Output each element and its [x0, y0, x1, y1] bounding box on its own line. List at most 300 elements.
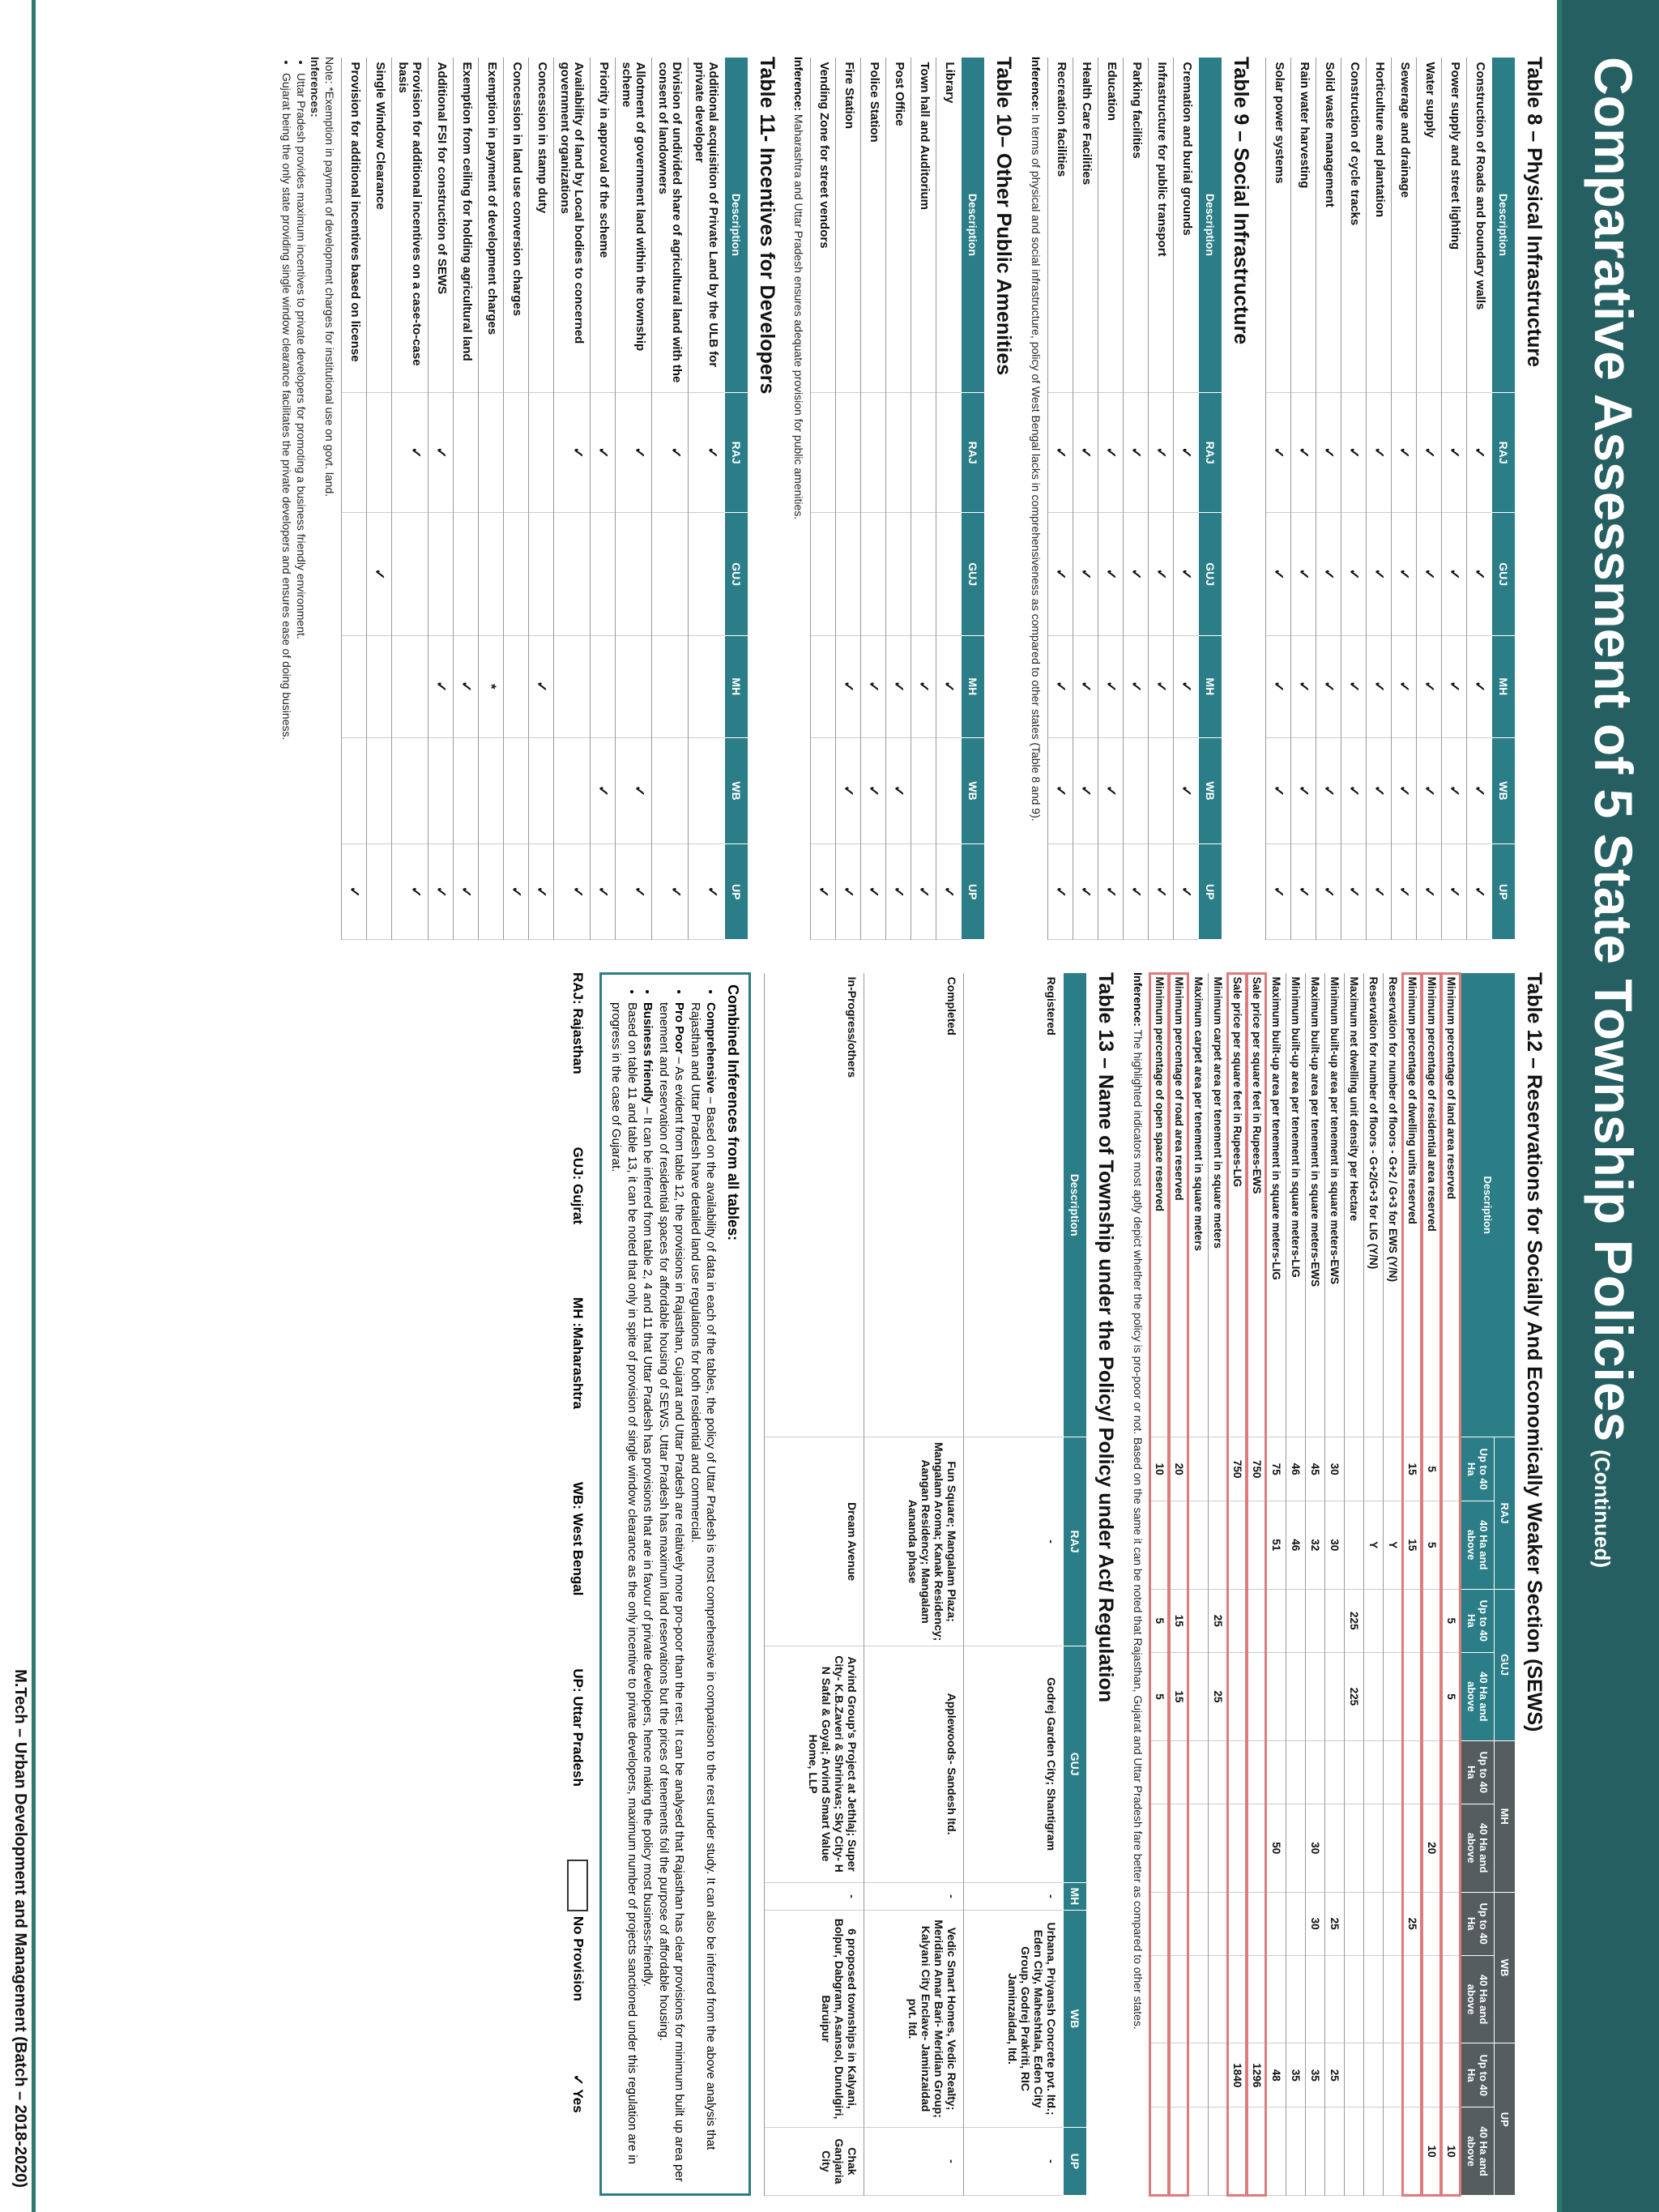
table10-title: Table 10– Other Public Amenities — [992, 57, 1016, 376]
table10-row — [861, 58, 886, 940]
table11-cell: ✓ — [591, 844, 616, 940]
table11-cell — [392, 737, 429, 844]
table12-cell — [1403, 1653, 1422, 1741]
table12-cell — [1306, 1740, 1325, 1804]
table11-cell — [479, 513, 504, 635]
combined-item-label: Business friendly — [641, 1002, 655, 1104]
table9-cell: ✓ — [1149, 513, 1174, 635]
table11-cell — [554, 513, 591, 635]
table12-cell — [1384, 1589, 1403, 1652]
table11-row-label: Single Window Clearance — [367, 58, 392, 393]
table12-cell — [1170, 1955, 1189, 2043]
table8-row-label: Water supply — [1417, 58, 1442, 393]
table13-header-row — [1064, 973, 1087, 2196]
table11-row — [529, 58, 554, 940]
table8-cell: ✓ — [1341, 635, 1367, 737]
table11-cell: ✓ — [529, 844, 554, 940]
table11-cell: ✓ — [529, 635, 554, 737]
table12-cell — [1189, 1740, 1209, 1804]
table12-cell — [1247, 1740, 1267, 1804]
table9-col-header: MH — [1199, 635, 1222, 737]
table11-cell: ✓ — [367, 513, 392, 635]
combined-item-text: Based on table 11 and table 13, it can be noted that only in spite of provision of single window clearance as the only incentive to private developers, maximum number of projects sanctioned under this regulation are in progress in the case of Gujarat. — [609, 1002, 639, 2164]
table10-row — [836, 58, 861, 940]
table13-col-header: UP — [1064, 2127, 1087, 2195]
table12-cell — [1228, 1740, 1247, 1804]
table12-cell: 25 — [1325, 2043, 1345, 2107]
table12-cell: 750 — [1228, 1437, 1247, 1501]
table11-cell: ✓ — [689, 844, 725, 940]
table13-cell: 6 proposed townships in Kalyani, Bolpur, Dabgram, Asansol, Dunulgiri, Baruipur — [765, 1911, 864, 2128]
table11-cell: ✓ — [454, 844, 479, 940]
table10-cell — [886, 513, 911, 635]
table10-cell: ✓ — [811, 844, 836, 940]
table11-cell — [652, 737, 689, 844]
table10-col-header: MH — [962, 635, 985, 737]
table12-cell: 5 — [1422, 1501, 1442, 1589]
legend-no-provision: No Provision — [567, 1860, 588, 2001]
table12-cell: 30 — [1306, 1804, 1325, 1892]
table10-cell: ✓ — [861, 737, 886, 844]
table12-cell — [1442, 1501, 1461, 1589]
table10-cell — [861, 392, 886, 513]
table8-title: Table 8 – Physical Infrastructure — [1523, 57, 1546, 368]
table9-cell: ✓ — [1149, 844, 1174, 940]
table8-row-label: Solar power systems — [1266, 58, 1291, 393]
table12-cell — [1364, 1955, 1384, 2043]
table12-cell — [1209, 1892, 1228, 1955]
table11-inferences-label: Inferences: — [309, 57, 322, 117]
table12-cell — [1422, 1955, 1442, 2043]
table11-row — [429, 58, 454, 940]
table9-block — [1029, 57, 1253, 940]
table12-cell: Y — [1364, 1501, 1384, 1589]
table12-cell — [1189, 1437, 1209, 1501]
footer: M.Tech – Urban Development and Management (Batch – 2018-2020) — [11, 1669, 29, 2188]
table8-row — [1392, 58, 1417, 940]
table9-cell: ✓ — [1174, 844, 1199, 940]
table10-cell: ✓ — [911, 844, 936, 940]
table12-cell: 15 — [1403, 1501, 1422, 1589]
table12-cell: 45 — [1306, 1437, 1325, 1501]
table10-cell — [936, 392, 962, 513]
table11-cell: ✓ — [392, 392, 429, 513]
table12-cell: 15 — [1403, 1437, 1422, 1501]
table12-row — [1384, 973, 1403, 2196]
table12-cell — [1150, 1955, 1170, 2043]
table10-row-label: Fire Station — [836, 58, 861, 393]
table13-row-label: Completed — [864, 973, 964, 1437]
table11-cell: ✓ — [616, 392, 652, 513]
table12-cell — [1384, 2043, 1403, 2107]
table12-cell: 5 — [1150, 1653, 1170, 1741]
table10-cell — [811, 513, 836, 635]
table12-cell — [1403, 2043, 1422, 2107]
table11-header-row — [725, 58, 748, 940]
table8-cell: ✓ — [1341, 844, 1367, 940]
table12-cell — [1228, 1589, 1247, 1652]
table11-inference-2: • Gujarat being the only state providing single window clearance facilitates the private developers and ensures ease of doing business. — [279, 73, 294, 940]
table12-cell — [1325, 1740, 1345, 1804]
table12-cell: 5 — [1442, 1653, 1461, 1741]
table10-col-header: UP — [962, 844, 985, 940]
table11-row-label: Division of undivided share of agricultural land with the consent of landowners — [652, 58, 689, 393]
table12-cell — [1384, 1955, 1403, 2043]
table11-cell — [504, 737, 529, 844]
table12-cell: 46 — [1286, 1437, 1306, 1501]
combined-item-label: Comprehensive — [704, 1002, 719, 1094]
table9-row — [1124, 58, 1149, 940]
table9-cell: ✓ — [1098, 392, 1124, 513]
table11-col-header: WB — [725, 737, 748, 844]
table8 — [1265, 57, 1516, 940]
table9-inference: Inference: In terms of physical and social infrastructure, policy of West Bengal lacks in comprehensiveness as compared to other states (Table 8 and 9). — [1030, 57, 1043, 822]
table11-cell — [479, 844, 504, 940]
table8-cell: ✓ — [1367, 635, 1392, 737]
table13-cell: Vedic Smart Homes, Vedic Realty; Meridian Amar Bari- Meridian Group; Kalyani City Enclave- Jaminzaidad pvt. ltd. — [864, 1911, 964, 2128]
table11-row — [689, 58, 725, 940]
table12-sub-header: 40 Ha and above — [1461, 1955, 1495, 2043]
empty-box-icon — [567, 1860, 588, 1911]
table12-row — [1364, 973, 1384, 2196]
table12-cell — [1442, 1804, 1461, 1892]
table11-cell: ✓ — [591, 392, 616, 513]
table12-cell — [1422, 2043, 1442, 2107]
table12-cell — [1228, 1892, 1247, 1955]
table11-cell: ✓ — [616, 844, 652, 940]
table12-cell: 30 — [1325, 1501, 1345, 1589]
table9-cell: ✓ — [1073, 844, 1098, 940]
table8-cell: ✓ — [1442, 392, 1467, 513]
table13-row — [964, 973, 1064, 2196]
table12-cell — [1306, 1955, 1325, 2043]
table10-cell — [861, 513, 886, 635]
table8-row — [1417, 58, 1442, 940]
table12-group-header: Description — [1461, 973, 1516, 1437]
table12-cell — [1267, 1892, 1286, 1955]
table12-cell: 75 — [1267, 1437, 1286, 1501]
table12-cell — [1189, 1653, 1209, 1741]
table12-cell — [1306, 1589, 1325, 1652]
table9-cell: ✓ — [1098, 737, 1124, 844]
table12-row — [1442, 973, 1461, 2196]
table9-col-header: UP — [1199, 844, 1222, 940]
table12-cell — [1189, 1892, 1209, 1955]
table12-cell — [1403, 1804, 1422, 1892]
table12-cell — [1364, 1653, 1384, 1741]
table8-cell: ✓ — [1316, 392, 1341, 513]
table9 — [1047, 57, 1222, 940]
table10-col-header: WB — [962, 737, 985, 844]
table12-sub-header: Up to 40 Ha — [1461, 1589, 1495, 1652]
table11-cell — [504, 392, 529, 513]
table10-cell: ✓ — [886, 635, 911, 737]
table12-cell — [1384, 2107, 1403, 2196]
table13-cell: Fun Square; Mangalam Plaza; Mangalam Aroma; Kanak Residency; Aangan Residency; Mangalam Aananda phase — [864, 1437, 964, 1646]
table10-cell — [911, 392, 936, 513]
table11-cell — [429, 513, 454, 635]
table11-cell — [616, 635, 652, 737]
table12-cell — [1364, 1892, 1384, 1955]
table8-cell: ✓ — [1467, 513, 1492, 635]
table11-col-header: Description — [725, 58, 748, 393]
table13-cell: Dream Avenue — [765, 1437, 864, 1646]
page-subtitle: (Continued) — [1590, 1450, 1614, 1569]
table12-cell — [1267, 1589, 1286, 1652]
table12-cell: 50 — [1267, 1804, 1286, 1892]
table9-cell: ✓ — [1098, 844, 1124, 940]
table8-row — [1442, 58, 1467, 940]
table12-cell — [1228, 1804, 1247, 1892]
combined-item — [608, 1002, 640, 2184]
table8-cell: ✓ — [1442, 737, 1467, 844]
table11-cell — [554, 635, 591, 737]
table13-cell: Urbana, Priyansh Concrete pvt. ltd.; Eden City, Maheshtala, Eden City Group, Godrej Prakriti, RIC Jaminzaidad, ltd. — [964, 1911, 1064, 2128]
table12-cell: 225 — [1345, 1589, 1364, 1652]
table12-cell — [1150, 2107, 1170, 2196]
table12-row-label: Minimum percentage of road area reserved — [1170, 973, 1189, 1437]
table9-cell: ✓ — [1124, 844, 1149, 940]
table12-cell — [1442, 1740, 1461, 1804]
table11-cell: ✓ — [429, 392, 454, 513]
table11-note: Note: *Exemption in payment of development charges for institutional use on govt. land. — [323, 57, 336, 497]
table10-cell: ✓ — [886, 844, 911, 940]
table10-row-label: Vending Zone for street vendors — [811, 58, 836, 393]
table12-cell — [1228, 1653, 1247, 1741]
table8-col-header: GUJ — [1492, 513, 1516, 635]
table11-row-label: Exemption in payment of development charges — [479, 58, 504, 393]
table11-row-label: Concession in land use conversion charges — [504, 58, 529, 393]
table8-block — [1265, 57, 1546, 940]
table11-col-header: UP — [725, 844, 748, 940]
table12-cell — [1403, 2107, 1422, 2196]
table12-cell — [1345, 1955, 1364, 2043]
table11-cell — [652, 513, 689, 635]
table8-cell: ✓ — [1417, 635, 1442, 737]
table12-cell — [1345, 1740, 1364, 1804]
table9-cell: ✓ — [1048, 392, 1073, 513]
table8-cell: ✓ — [1266, 392, 1291, 513]
table11-cell — [591, 635, 616, 737]
table11-cell — [392, 513, 429, 635]
table9-cell: ✓ — [1149, 635, 1174, 737]
table10-cell — [811, 392, 836, 513]
table12-cell — [1189, 1589, 1209, 1652]
table12-cell: 225 — [1345, 1653, 1364, 1741]
table10-row — [886, 58, 911, 940]
table8-cell: ✓ — [1316, 844, 1341, 940]
table10-cell: ✓ — [911, 635, 936, 737]
table9-cell — [1149, 737, 1174, 844]
table8-cell: ✓ — [1266, 844, 1291, 940]
table9-row-label: Education — [1098, 58, 1124, 393]
table11-cell: ✓ — [689, 392, 725, 513]
table12-cell — [1345, 1804, 1364, 1892]
table11-cell — [529, 737, 554, 844]
table12-cell — [1189, 2107, 1209, 2196]
table10-row — [811, 58, 836, 940]
table11-cell — [342, 635, 367, 737]
table10-header-row — [962, 58, 985, 940]
table12-cell: 10 — [1150, 1437, 1170, 1501]
table13-cell: - — [964, 1882, 1064, 1911]
table9-title: Table 9 – Social Infrastructure — [1230, 57, 1252, 345]
table8-cell: ✓ — [1291, 635, 1316, 737]
table12-cell: 15 — [1170, 1653, 1189, 1741]
table9-col-header: Description — [1199, 58, 1222, 393]
legend-yes: ✓ Yes — [569, 2073, 586, 2113]
table9-row — [1098, 58, 1124, 940]
table13-row-label: In-Progress/others — [765, 973, 864, 1437]
table12-cell — [1442, 1955, 1461, 2043]
table8-cell: ✓ — [1341, 392, 1367, 513]
table11-cell: ✓ — [652, 392, 689, 513]
table12-cell — [1364, 1437, 1384, 1501]
table12-cell — [1189, 1501, 1209, 1589]
table12-group-header: GUJ — [1495, 1589, 1516, 1740]
table11-row — [652, 58, 689, 940]
table9-row-label: Infrastructure for public transport — [1149, 58, 1174, 393]
table12-cell — [1384, 1892, 1403, 1955]
table8-cell: ✓ — [1291, 513, 1316, 635]
table12-cell — [1364, 2107, 1384, 2196]
table10-row-label: Post Office — [886, 58, 911, 393]
table12-cell — [1209, 2043, 1228, 2107]
table8-cell: ✓ — [1266, 635, 1291, 737]
table12-sub-header: Up to 40 Ha — [1461, 1437, 1495, 1501]
table12-row — [1403, 973, 1422, 2196]
table11-row — [479, 58, 504, 940]
table8-col-header: MH — [1492, 635, 1516, 737]
table12-cell — [1403, 1740, 1422, 1804]
table8-col-header: Description — [1492, 58, 1516, 393]
table11-block — [279, 57, 778, 940]
table8-row-label: Power supply and street lighting — [1442, 58, 1467, 393]
table12-cell — [1247, 1589, 1267, 1652]
table13-cell: Godrej Garden City; Shantigram — [964, 1646, 1064, 1882]
table12-cell — [1150, 1892, 1170, 1955]
table11-cell — [504, 635, 529, 737]
table12-cell: 30 — [1306, 1892, 1325, 1955]
table12-cell — [1384, 1740, 1403, 1804]
table12-cell: 25 — [1325, 1892, 1345, 1955]
table12-group-header: RAJ — [1495, 1437, 1516, 1589]
table10-cell: ✓ — [836, 635, 861, 737]
table12-cell — [1170, 1501, 1189, 1589]
table12-cell — [1150, 2043, 1170, 2107]
table13-cell: - — [864, 2127, 964, 2195]
table12-cell — [1442, 1892, 1461, 1955]
table12-cell — [1422, 1740, 1442, 1804]
table9-cell: ✓ — [1073, 392, 1098, 513]
table9-col-header: GUJ — [1199, 513, 1222, 635]
table10-cell — [936, 513, 962, 635]
table8-cell: ✓ — [1316, 513, 1341, 635]
table12-cell — [1228, 1501, 1247, 1589]
table11-row-label: Provision for additional incentives on a case-to-case basis — [392, 58, 429, 393]
table11-row — [392, 58, 429, 940]
table9-header-row — [1199, 58, 1222, 940]
table12-cell: 35 — [1306, 2043, 1325, 2107]
table8-cell: ✓ — [1367, 844, 1392, 940]
table8-row — [1266, 58, 1291, 940]
table12-cell — [1267, 1653, 1286, 1741]
table12-block — [1131, 972, 1546, 2196]
table11-cell: ✓ — [392, 844, 429, 940]
table11-title: Table 11- Incentives for Developers — [756, 57, 778, 395]
table12-row — [1170, 973, 1189, 2196]
table12-row — [1247, 973, 1267, 2196]
table12-cell — [1209, 1501, 1228, 1589]
table11-cell: ✓ — [454, 635, 479, 737]
table8-row-label: Construction of Roads and boundary walls — [1467, 58, 1492, 393]
table10-cell: ✓ — [936, 844, 962, 940]
table12-cell: 10 — [1442, 2107, 1461, 2196]
table8-row-label: Solid waste management — [1316, 58, 1341, 393]
table9-row-label: Recreation facilities — [1048, 58, 1073, 393]
table12-cell — [1286, 1653, 1306, 1741]
table12-row — [1189, 973, 1209, 2196]
table11-row-label: Additional acquisition of Private Land by the ULB for private developer — [689, 58, 725, 393]
table8-cell: ✓ — [1417, 392, 1442, 513]
table13-row-label: Registered — [964, 973, 1064, 1437]
table13-col-header: MH — [1064, 1882, 1087, 1911]
table12-cell: 750 — [1247, 1437, 1267, 1501]
table12-cell — [1267, 1955, 1286, 2043]
table12-cell — [1209, 1955, 1228, 2043]
table8-cell: ✓ — [1341, 513, 1367, 635]
table10-col-header: Description — [962, 58, 985, 393]
table11-cell — [454, 513, 479, 635]
table11-row-label: Availability of land by Local bodies to concerned government organizations — [554, 58, 591, 393]
table8-cell: ✓ — [1341, 737, 1367, 844]
table11-cell — [554, 737, 591, 844]
table9-row — [1174, 58, 1199, 940]
table12-row — [1150, 973, 1170, 2196]
table12-cell — [1345, 2107, 1364, 2196]
table8-cell: ✓ — [1367, 513, 1392, 635]
combined-item — [655, 1002, 687, 2184]
table10-cell — [811, 737, 836, 844]
table12-cell — [1364, 2043, 1384, 2107]
table11-row — [454, 58, 479, 940]
table12-row — [1209, 973, 1228, 2196]
combined-list — [608, 984, 719, 2184]
table12-cell: 5 — [1150, 1589, 1170, 1652]
table12-cell — [1170, 1892, 1189, 1955]
table8-cell: ✓ — [1367, 392, 1392, 513]
table13-col-header: WB — [1064, 1911, 1087, 2128]
table8-cell: ✓ — [1291, 844, 1316, 940]
table12-cell — [1247, 1892, 1267, 1955]
table8-row-label: Rain water harvesting — [1291, 58, 1316, 393]
table12-row-label: Sale price per square feet in Rupees-LIG — [1228, 973, 1247, 1437]
table12-cell — [1286, 1955, 1306, 2043]
table10-cell — [836, 392, 861, 513]
table8-row — [1367, 58, 1392, 940]
table12-cell — [1422, 1589, 1442, 1652]
table12-row-label: Reservation for number of floors - G+2 / G+3 for EWS (Y/N) — [1384, 973, 1403, 1437]
table12-cell — [1306, 1653, 1325, 1741]
table8-cell: ✓ — [1442, 844, 1467, 940]
table12-cell — [1209, 1804, 1228, 1892]
table9-col-header: RAJ — [1199, 392, 1222, 513]
page-title: Comparative Assessment of 5 State Township Policies(Continued) — [1584, 57, 1644, 1569]
table12-row — [1286, 973, 1306, 2196]
table11-cell: ✓ — [504, 844, 529, 940]
table12 — [1149, 972, 1516, 2196]
table11 — [341, 57, 748, 940]
